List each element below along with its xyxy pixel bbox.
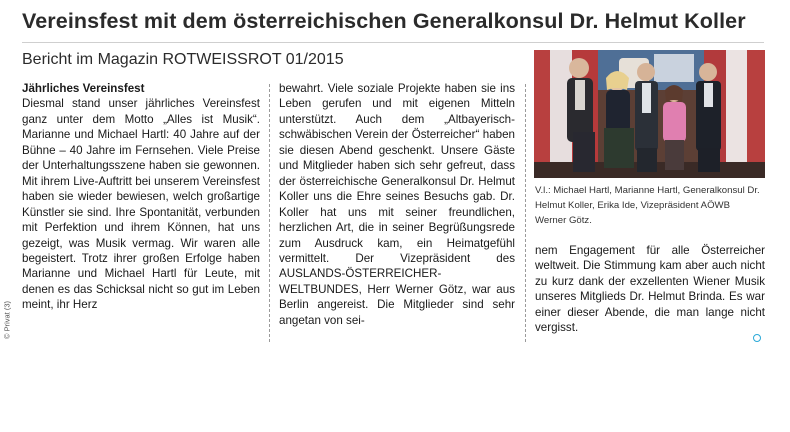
column-divider-2 bbox=[525, 84, 526, 342]
end-of-article-circle-icon bbox=[753, 334, 761, 342]
article-column-3 bbox=[535, 243, 765, 336]
section-title: Jährliches Vereinsfest bbox=[22, 82, 145, 95]
column-2-text: bewahrt. Viele soziale Projekte haben sie ins Leben gerufen und mit eigenen Mitteln unterstützt. Auch dem „Altbayerisch-schwäbischen Verein der Österreicher“ haben sie diesen Abend geschenkt. Unsere Gäste und Mitglieder haben sich sehr gefreut, dass der österreichische Generalkonsul Dr. Helmut Koller uns die Ehre seines Besuchs gab. Dr. Koller hat uns mit seiner freundlichen, herzlichen Art, die in seiner Begrüßungsrede zum Ausdruck kam, ein Heimatgefühl vermittelt. Der Vizepräsident des AUSLANDS-ÖSTERREICHER-WELTBUNDES, Herr Werner Götz, war aus Berlin angereist. Die Mitglieder sind sehr angetan von sei- bbox=[279, 82, 515, 327]
photo-credit bbox=[0, 300, 14, 340]
column-divider-1 bbox=[269, 84, 270, 342]
group-photo bbox=[534, 50, 765, 178]
article-column-2 bbox=[279, 81, 515, 328]
article-subheadline: Bericht im Magazin ROTWEISSROT 01/2015 bbox=[22, 51, 344, 68]
group-photo-illustration bbox=[534, 50, 765, 178]
photo-caption: V.l.: Michael Hartl, Marianne Hartl, Generalkonsul Dr. Helmut Koller, Erika Ide, Vizepräsident AÖWB Werner Götz. bbox=[535, 185, 760, 226]
article-headline: Vereinsfest mit dem österreichischen Generalkonsul Dr. Helmut Koller bbox=[22, 9, 746, 33]
column-3-text: nem Engagement für alle Österreicher weltweit. Die Stimmung kam aber auch nicht zu kurz dank der exzellenten Wiener Musik unseres Mitglieds Dr. Helmut Brinda. Es war einer dieser Abende, die man lange nicht vergisst. bbox=[535, 244, 765, 335]
column-1-text: Diesmal stand unser jährliches Vereinsfest ganz unter dem Motto „Alles ist Musik“. Marianne und Michael Hartl: 40 Jahre auf der Bühne – 40 Jahre im Fernsehen. Viele Preise der Unterhaltungsszene haben sie gewonnen. Mit ihrem Live-Auftritt bei unserem Vereinsfest haben sie wieder bewiesen, welch großartige Künstler sie sind. Ihre Spontanität, verbunden mit Perfektion und ihrem Können, hat uns gezeigt, was Musik vermag. Wir waren alle begeistert. Trotz ihrer großen Erfolge haben Marianne und Michael Hartl für Leute, mit denen es das Schicksal nicht so gut im Leben meint, ihr Herz bbox=[22, 97, 260, 312]
header-rule bbox=[22, 42, 764, 43]
article-column-1 bbox=[22, 81, 260, 313]
photo-credit-text: © Privat (3) bbox=[2, 300, 12, 340]
